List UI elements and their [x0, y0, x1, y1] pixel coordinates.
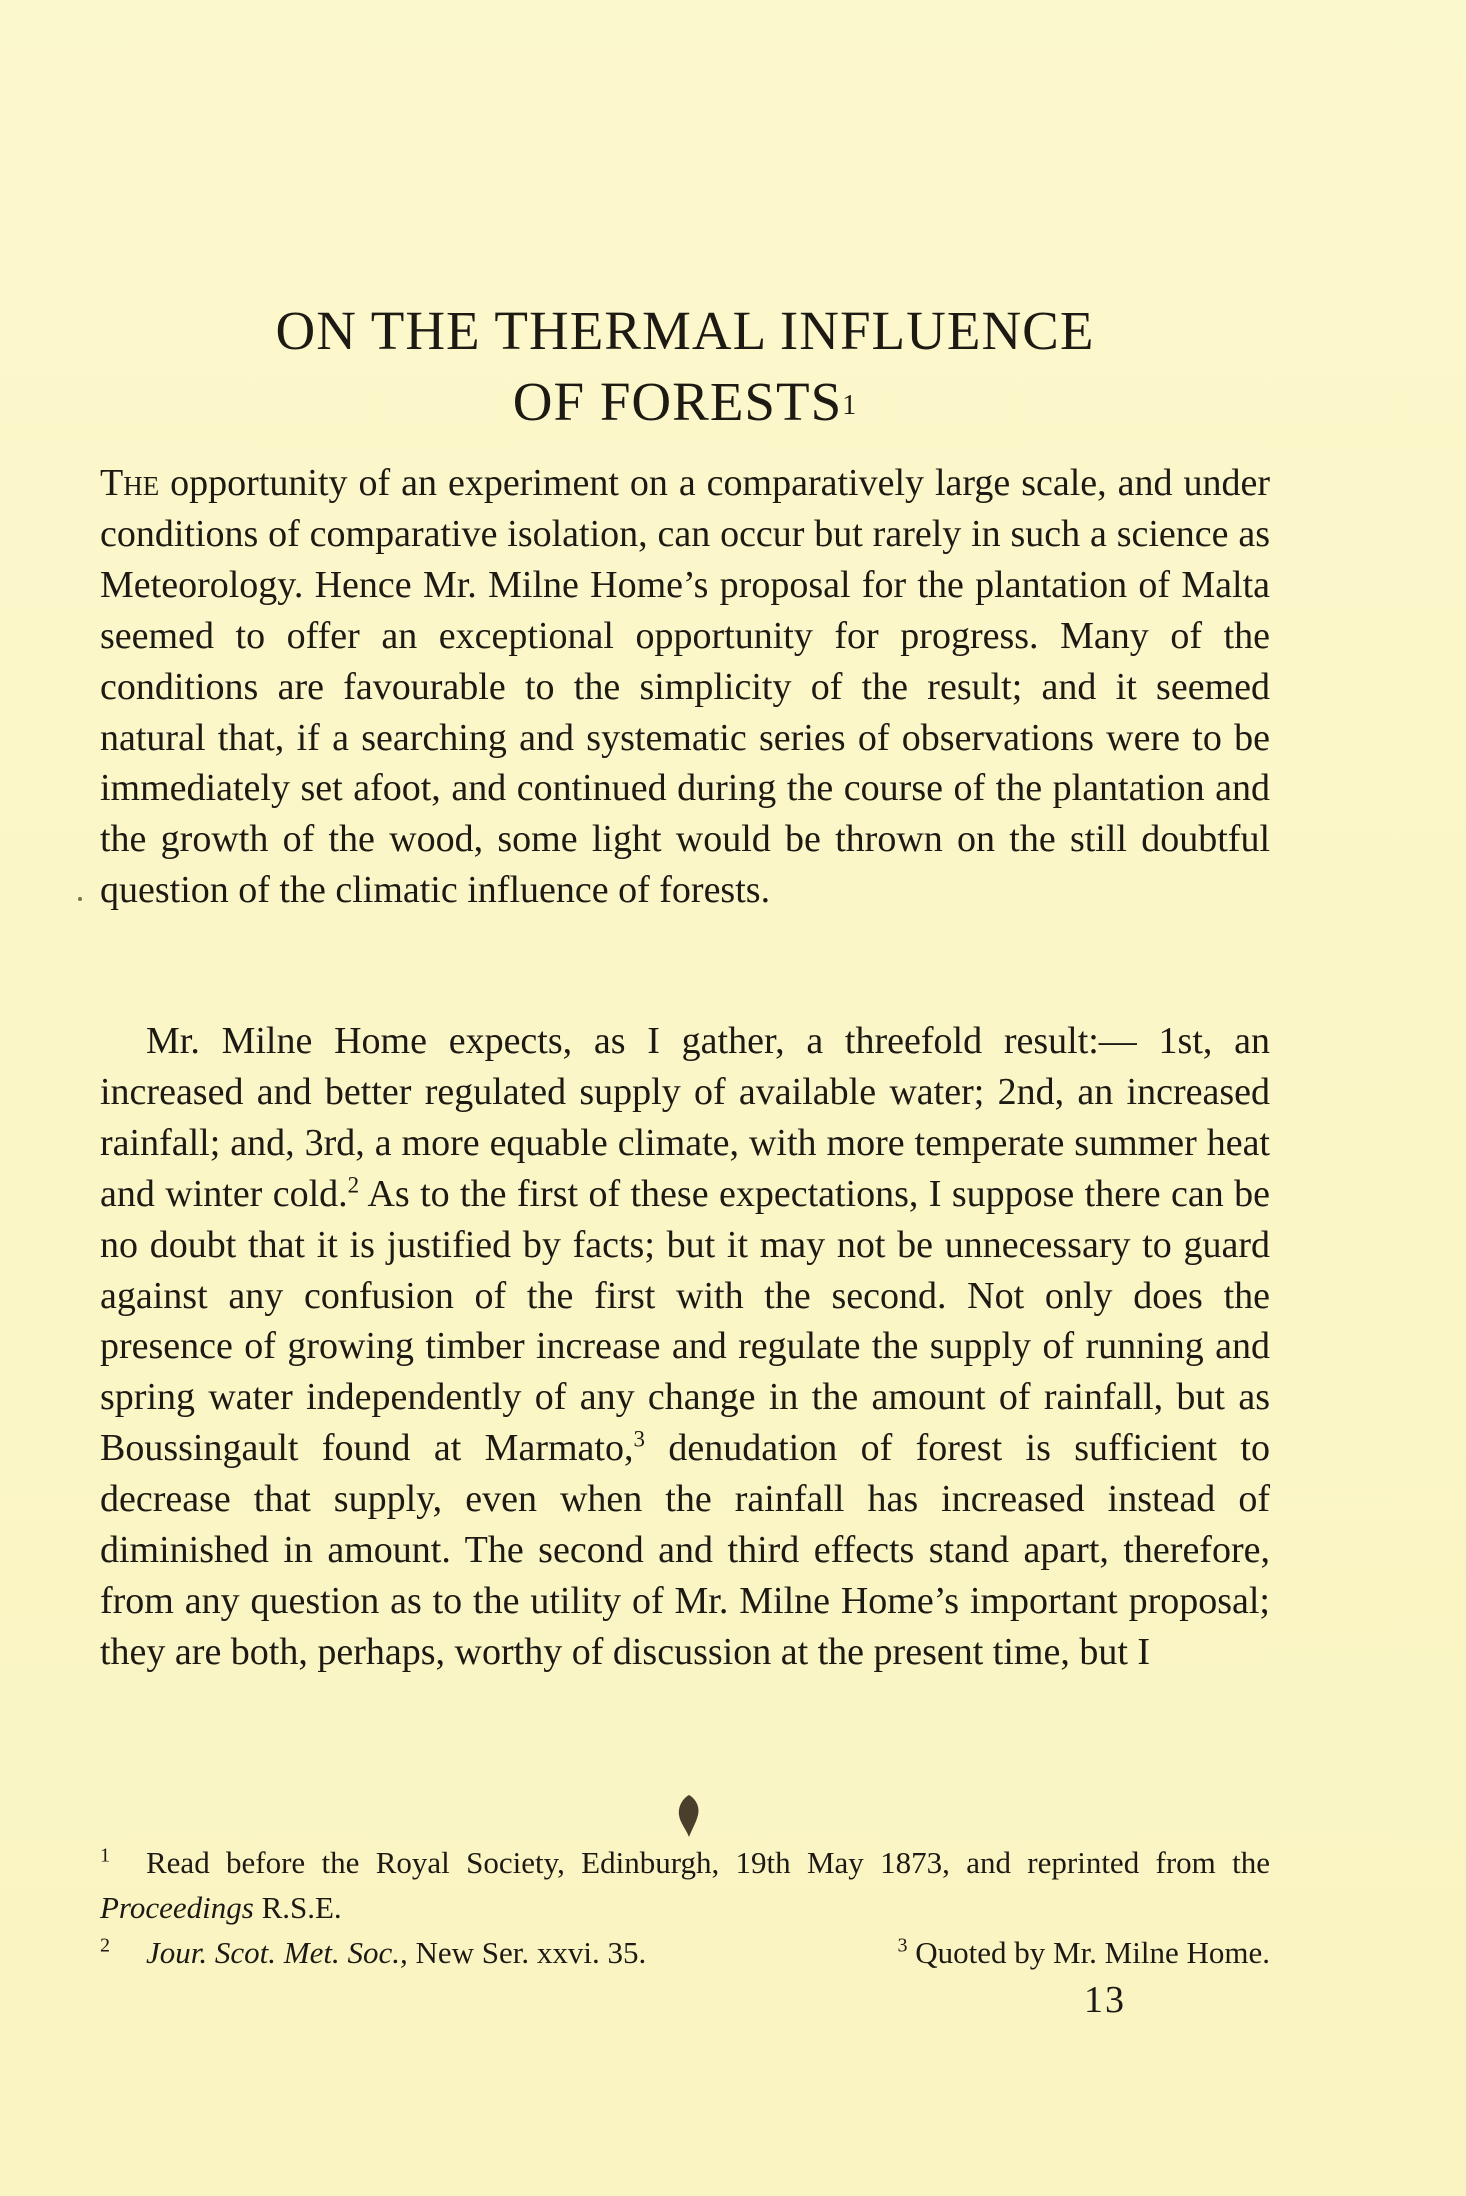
ink-blot — [676, 1793, 702, 1839]
page-number: 13 — [1084, 1979, 1126, 2021]
title-footnote-ref: 1 — [842, 390, 858, 421]
paragraph-1-lead: The — [100, 462, 160, 504]
footnote-1-tail: R.S.E. — [253, 1890, 342, 1925]
footnote-1-marker: 1 — [100, 1844, 110, 1867]
footnote-3 — [898, 1930, 1271, 1975]
footnotes-2-3 — [100, 1930, 1270, 1975]
chapter-title-line-2 — [100, 367, 1270, 437]
footnote-2 — [100, 1930, 646, 1975]
margin-dot — [78, 897, 82, 901]
paragraph-2-part-3: denudation of forest is sufficient to decrease that supply, even when the rainfall has increased instead of diminished in amount. The second and third effects stand apart, therefore, from any question as to the utility of Mr. Milne Home’s important proposal; they are both, perhaps, worthy of discussion at the present time, but I — [100, 1427, 1270, 1673]
footnote-3-marker: 3 — [897, 1934, 908, 1957]
paragraph-1 — [100, 458, 1270, 916]
footnote-ref-2: 2 — [347, 1172, 360, 1198]
footnote-2-text: New Ser. xxvi. 35. — [407, 1935, 647, 1970]
footnote-2-italic: Jour. Scot. Met. Soc., — [146, 1935, 408, 1970]
title-line-2-text: OF FORESTS — [512, 371, 843, 432]
footnote-1-italic: Proceedings — [100, 1890, 254, 1925]
paragraph-2-part-1: Mr. Milne Home expects, as I gather, a threefold result:— 1st, an increased and better regulated supply of available water; 2nd, an increased rainfall; and, 3rd, a more equable climate, with more temperate summer heat and winter cold. — [100, 1020, 1270, 1215]
footnote-1-text: Read before the Royal Society, Edinburgh, 19th May 1873, and reprinted from the — [146, 1845, 1270, 1880]
footnote-3-text: Quoted by Mr. Milne Home. — [907, 1935, 1270, 1970]
chapter-title-line-1 — [100, 296, 1270, 366]
title-line-1-text: ON THE THERMAL INFLUENCE — [275, 300, 1095, 361]
footnote-ref-3: 3 — [633, 1426, 645, 1452]
paragraph-2 — [100, 1016, 1270, 1678]
paragraph-2-part-2: As to the first of these expectations, I suppose there can be no doubt that it is justified by facts; but it may not be unnecessary to guard against any confusion of the first with the second. Not only does the presence of growing timber increase and regulate the supply of running and spring water independently of any change in the amount of rainfall, but as Boussingault found at Marmato, — [100, 1172, 1270, 1470]
footnote-2-marker: 2 — [100, 1934, 110, 1957]
paragraph-1-text: opportunity of an experiment on a comparatively large scale, and under conditions of comparative isolation, can occur but rarely in such a science as Meteorology. Hence Mr. Milne Home’s proposal for the plantation of Malta seemed to offer an exceptional opportunity for progress. Many of the conditions are favourable to the simplicity of the result; and it seemed natural that, if a searching and systematic series of observations were to be immediately set afoot, and continued during the course of the plantation and the growth of the wood, some light would be thrown on the still doubtful question of the climatic influence of forests. — [100, 462, 1270, 912]
footnote-1 — [100, 1840, 1270, 1930]
